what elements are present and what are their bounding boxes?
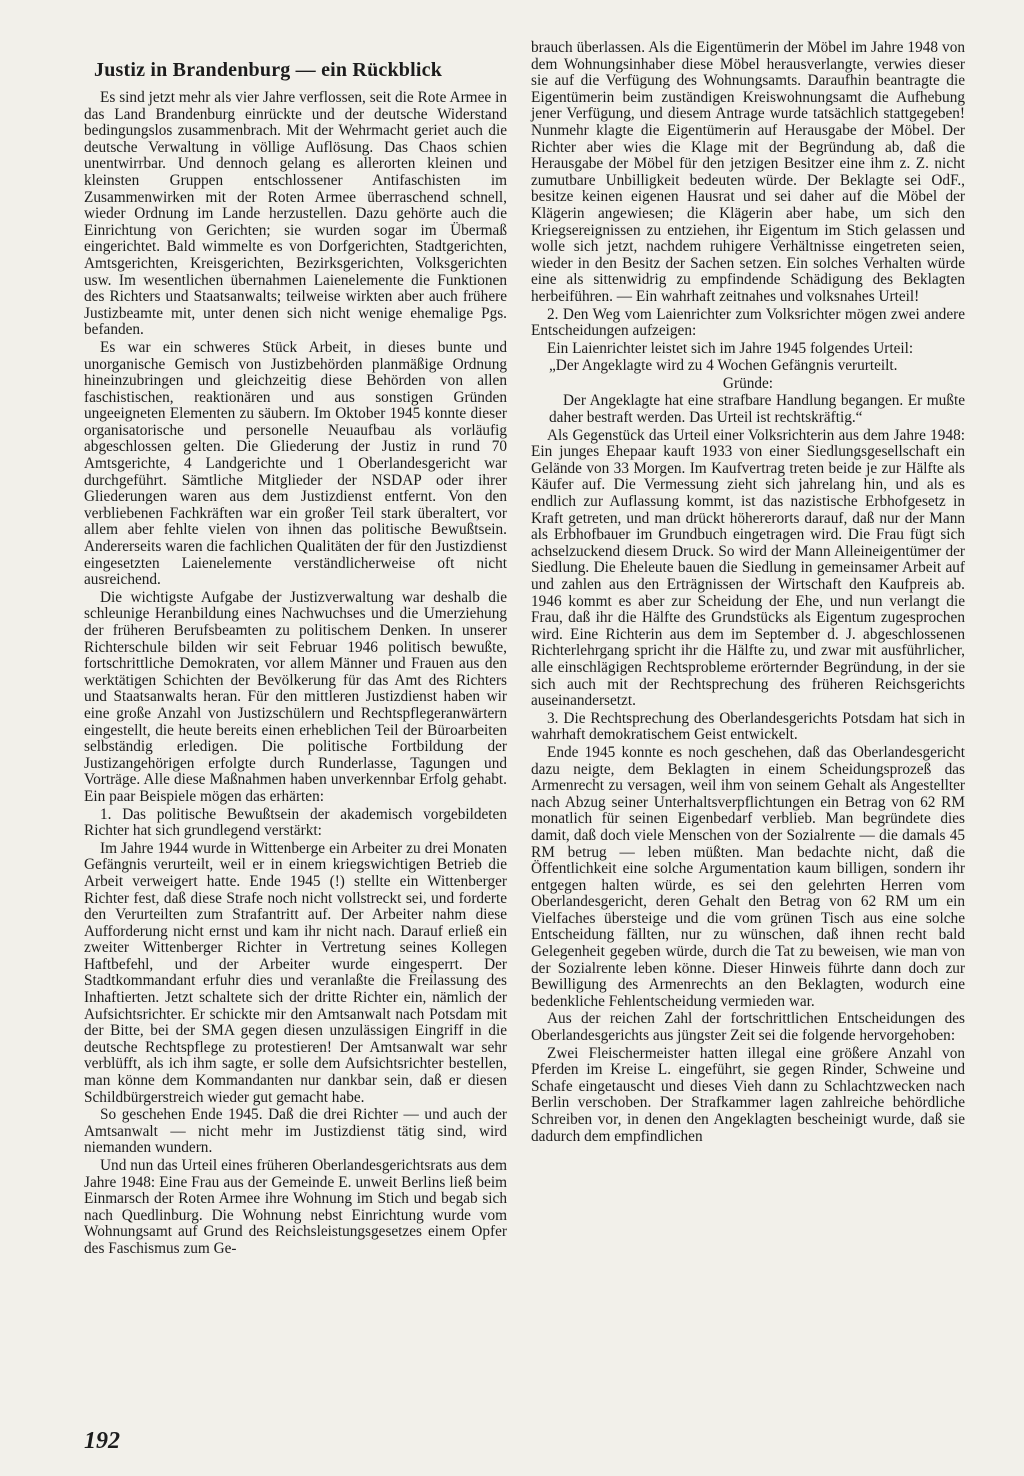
quoted-verdict: „Der Angeklagte wird zu 4 Wochen Gefängnis verurteilt. (549, 357, 898, 375)
quoted-reasons: Der Angeklagte hat eine strafbare Handlung begangen. Er mußte daher bestraft werden. Das Urteil ist rechtskräftig.“ (549, 392, 965, 427)
paragraph: 3. Die Rechtsprechung des Oberlandesgerichts Potsdam hat sich in wahrhaft demokratischem Geist entwickelt. (531, 709, 965, 744)
paragraph: Zwei Fleischermeister hatten illegal eine größere Anzahl von Pferden im Kreise L. eingeführt, sie gegen Rinder, Schweine und Schafe eingetauscht und dieses Vieh dann zu Schlachtzwecken nach Berlin verschoben. Der Strafkammer lagen zahlreiche behördliche Schreiben vor, in denen den Angeklagten bescheinigt wurde, daß sie dadurch dem empfindlichen (531, 1044, 965, 1145)
paragraph: Als Gegenstück das Urteil einer Volksrichterin aus dem Jahre 1948: Ein junges Ehepaar kauft 1933 von einer Siedlungsgesellschaft ein Gelände von 33 Morgen. Im Kaufvertrag treten beide je zur Hälfte als Käufer auf. Die Vermessung zieht sich jahrelang hin, und als es endlich zur Auflassung kommt, ist das nazistische Erbhofgesetz in Kraft getreten, und man drückt höhererorts darauf, daß nur der Mann als Erbhofbauer im Grundbuch eingetragen wird. Die Frau fügt sich achselzuckend diesem Druck. So wird der Mann Alleineigentümer der Siedlung. Die Eheleute bauen die Siedlung in gemeinsamer Arbeit auf und zahlen aus den Erträgnissen der Wirtschaft den Kaufpreis ab. 1946 kommt es aber zur Scheidung der Ehe, und nun verlangt die Frau, daß ihr die Hälfte des Grundstücks als Eigentum zugesprochen wird. Eine Richterin aus dem im September d. J. abgeschlossenen Richterlehrgang spricht ihr die Hälfte zu, und zwar mit ausführlicher, alle einschlägigen Rechtsprobleme erörternder Begründung, in der sie sich auch mit der Rechtsprechung des früheren Reichsgerichts auseinandersetzt. (531, 426, 965, 710)
left-column (84, 48, 507, 1259)
right-column (531, 40, 965, 1146)
article-title: Justiz in Brandenburg — ein Rückblick (94, 59, 443, 81)
paragraph: 1. Das politische Bewußtsein der akademisch vorgebildeten Richter hat sich grundlegend verstärkt: (84, 805, 507, 840)
paragraph: Es sind jetzt mehr als vier Jahre verflossen, seit die Rote Armee in das Land Brandenburg einrückte und der deutsche Widerstand bedingungslos zusammenbrach. Mit der Wehrmacht geriet auch die deutsche Verwaltung in völlige Auflösung. Das Chaos schien unentwirrbar. Und dennoch gelang es allerorten kleinen und kleinsten Gruppen entschlossener Antifaschisten im Zusammenwirken mit der Roten Armee überraschend schnell, wieder Ordnung im Lande herzustellen. Dazu gehörte auch die Einrichtung von Gerichten; sie wurden sogar im Übermaß eingerichtet. Bald wimmelte es von Dorfgerichten, Stadtgerichten, Amtsgerichten, Kreisgerichten, Bezirksgerichten, Volksgerichten usw. Im wesentlichen übernahmen Laienelemente die Funktionen des Richters und Staatsanwalts; teilweise wirkten aber auch frühere Justizbeamte mit, unter denen sich nicht wenige ehemalige Pgs. befanden. (84, 89, 507, 339)
page-number: 192 (84, 1428, 120, 1454)
paragraph: Ein Laienrichter leistet sich im Jahre 1945 folgendes Urteil: (547, 339, 914, 357)
paragraph: 2. Den Weg vom Laienrichter zum Volksrichter mögen zwei andere Entscheidungen aufzeigen: (531, 305, 965, 340)
paragraph: Aus der reichen Zahl der fortschrittlichen Entscheidungen des Oberlandesgerichts aus jüngster Zeit sei die folgende hervorgehoben: (531, 1010, 965, 1045)
paragraph: So geschehen Ende 1945. Daß die drei Richter — und auch der Amtsanwalt — nicht mehr im Justizdienst tätig sind, wird niemanden wundern. (84, 1106, 507, 1157)
paragraph: Es war ein schweres Stück Arbeit, in dieses bunte und unorganische Gemisch von Justizbehörden planmäßige Ordnung hineinzubringen und gleichzeitig diese Behörden von allen faschistischen, reaktionären und aus sonstigen Gründen ungeeigneten Elementen zu säubern. Im Oktober 1945 konnte dieser organisatorische und personelle Neuaufbau als vorläufig abgeschlossen gelten. Die Gliederung der Justiz in rund 70 Amtsgerichte, 4 Landgerichte und 1 Oberlandesgericht war durchgeführt. Sämtliche Mitglieder der NSDAP oder ihrer Gliederungen waren aus dem Justizdienst entfernt. Von den verbliebenen Fachkräften war ein großer Teil stark überaltert, vor allem aber fehlte vielen von ihnen das politische Bewußtsein. Andererseits waren die fachlichen Qualitäten der für den Justizdienst eingesetzten Laienelemente verständlicherweise oft nicht ausreichend. (84, 338, 507, 589)
quoted-heading: Gründe: (722, 374, 774, 392)
paragraph: Die wichtigste Aufgabe der Justizverwaltung war deshalb die schleunige Heranbildung eines Nachwuchses und die Umerziehung der früheren Berufsbeamten zu politischem Denken. In unserer Richterschule bilden wir seit Februar 1946 politisch bewußte, fortschrittliche Demokraten, vor allem Männer und Frauen aus den werktätigen Schichten der Bevölkerung für das Amt des Richters und Staatsanwalts heran. Für den mittleren Justizdienst haben wir eine große Anzahl von Justizschülern und Rechtspflegeranwärtern eingestellt, die heute bereits einen erheblichen Teil der Büroarbeiten selbständig erledigen. Die politische Fortbildung der Justizangehörigen erfolgte durch Runderlasse, Tagungen und Vorträge. Alle diese Maßnahmen haben unverkennbar Erfolg gehabt. Ein paar Beispiele mögen das erhärten: (84, 588, 507, 805)
paragraph: Im Jahre 1944 wurde in Wittenberge ein Arbeiter zu drei Monaten Gefängnis verurteilt, weil er in einem kriegswichtigen Betrieb die Arbeit verweigert hatte. Ende 1945 (!) stellte ein Wittenberger Richter fest, daß diese Strafe noch nicht vollstreckt sei, und forderte den Verurteilten zum Strafantritt auf. Der Arbeiter nahm diese Aufforderung nicht ernst und kam ihr nicht nach. Darauf erließ ein zweiter Wittenberger Richter in Vertretung seines Kollegen Haftbefehl, und der Arbeiter wurde eingesperrt. Der Stadtkommandant erfuhr dies und veranlaßte die Freilassung des Inhaftierten. Jetzt schaltete sich der dritte Richter ein, nämlich der Aufsichtsrichter. Er schickte mir den Amtsanwalt nach Potsdam mit der Bitte, bei der SMA gegen diesen unzulässigen Eingriff in die deutsche Rechtspflege zu protestieren! Der Amtsanwalt war sehr verblüfft, als ich ihm sagte, er solle dem Aufsichtsrichter bestellen, man könne dem Kommandanten nur dankbar sein, daß er diesen Schildbürgerstreich wieder gut gemacht habe. (84, 839, 507, 1106)
paragraph-continued: brauch überlassen. Als die Eigentümerin der Möbel im Jahre 1948 von dem Wohnungsinhaber diese Möbel herausverlangte, verwies dieser sie auf die Verfügung des Wohnungsamts. Daraufhin beantragte die Eigentümerin beim zuständigen Kreiswohnungsamt die Aufhebung jener Verfügung, und diesem Antrage wurde tatsächlich stattgegeben! Nunmehr klagte die Eigentümerin auf Herausgabe der Möbel. Der Richter aber wies die Klage mit der Begründung ab, daß die Herausgabe der Möbel für den jetzigen Besitzer eine ihm z. Z. nicht zumutbare Unbilligkeit bedeuten würde. Der Beklagte sei OdF., besitze keinen eigenen Hausrat und sei daher auf die Möbel der Klägerin angewiesen; die Klägerin aber habe, um sich den Kriegsereignissen zu entziehen, ihr Eigentum im Stich gelassen und wolle sich jetzt, nachdem ruhigere Verhältnisse eingetreten seien, wieder in den Besitz der Sachen setzen. Ein solches Verhalten würde eine als sittenwidrig zu empfindende Schädigung des Beklagten herbeiführen. — Ein wahrhaft zeitnahes und volksnahes Urteil! (531, 39, 965, 305)
paragraph: Und nun das Urteil eines früheren Oberlandesgerichtsrats aus dem Jahre 1948: Eine Frau aus der Gemeinde E. unweit Berlins ließ beim Einmarsch der Roten Armee ihre Wohnung im Stich und begab sich nach Quedlinburg. Die Wohnung nebst Einrichtung wurde vom Wohnungsamt auf Grund des Reichsleistungsgesetzes einem Opfer des Faschismus zum Ge- (84, 1157, 507, 1257)
paragraph: Ende 1945 konnte es noch geschehen, daß das Oberlandesgericht dazu neigte, dem Beklagten in einem Scheidungsprozeß das Armenrecht zu versagen, weil ihm von seinem Gehalt als Angestellter nach Abzug seiner Unterhaltsverpflichtungen ein Betrag von 62 RM monatlich für seinen Eigenbedarf verblieb. Man begründete dies damit, daß doch viele Menschen von der Sozialrente — die damals 45 RM betrug — leben müßten. Man bedachte nicht, daß die Öffentlichkeit eine solche Argumentation kaum billigen, sondern ihr entgegen halten würde, es sei den gelehrten Herren vom Oberlandesgericht, deren Gehalt den Betrag von 62 RM um ein Vielfaches übersteige und die vom grünen Tisch aus eine solche Entscheidung fällten, nur zu wünschen, daß ihnen recht bald Gelegenheit gegeben würde, durch die Tat zu beweisen, wie man von der Sozialrente leben könne. Dieser Hinweis führte dann doch zur Bewilligung des Armenrechts an den Beklagten, wodurch eine bedenkliche Fehlentscheidung vermieden war. (531, 743, 965, 1010)
